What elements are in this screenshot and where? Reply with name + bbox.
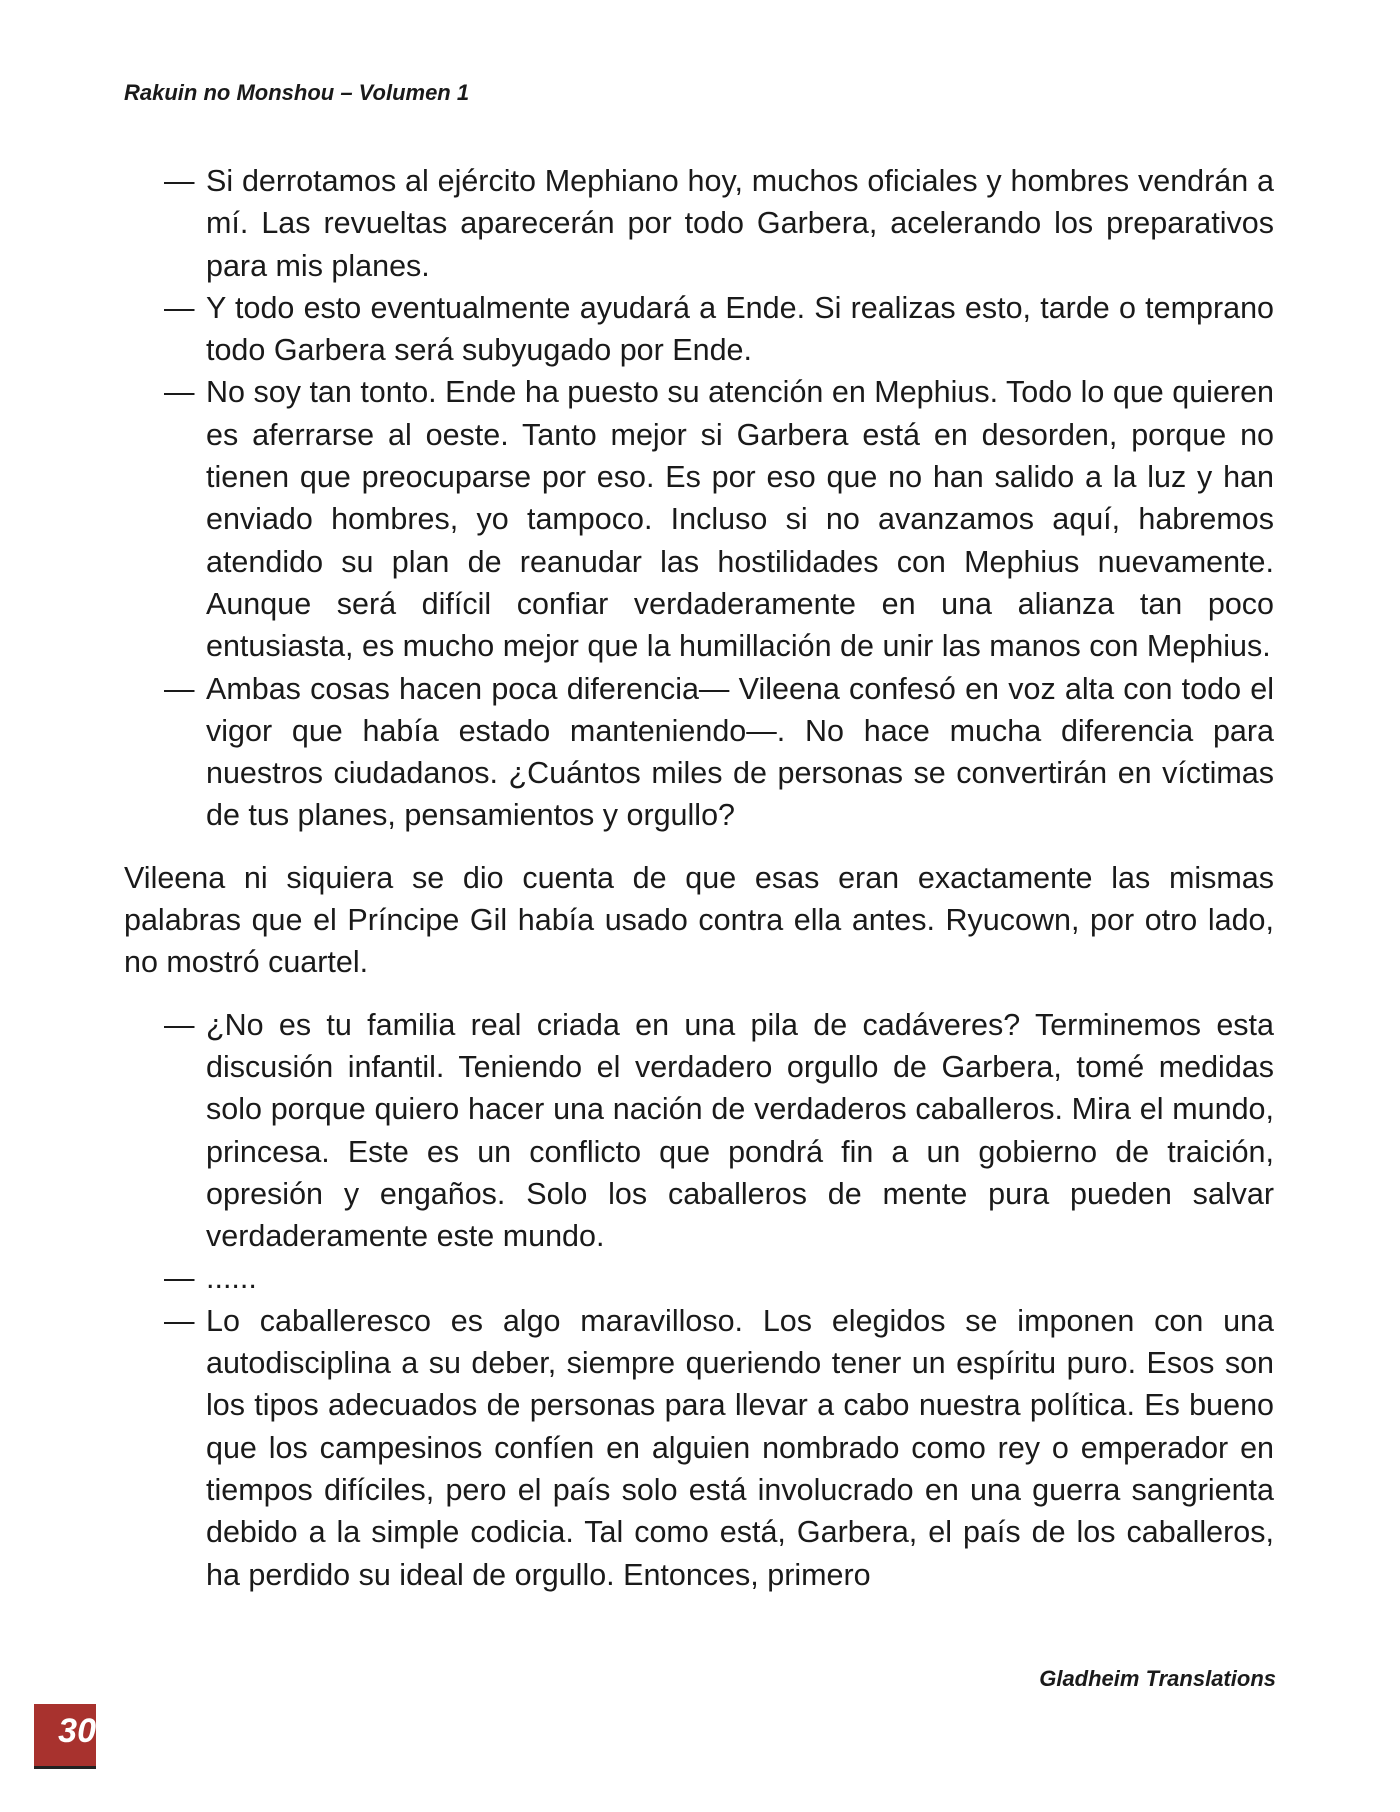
dialogue-dash: — [164, 671, 195, 706]
narration-paragraph: Vileena ni siquiera se dio cuenta de que esas eran exactamente las mismas palabras que el Príncipe Gil había usado contra ella antes. Ryucown, por otro lado, no mostró cuartel. [124, 860, 1274, 980]
paragraph-text: Lo caballeresco es algo maravilloso. Los elegidos se imponen con una autodisciplina a su deber, siempre queriendo tener un espíritu puro. Esos son los tipos adecuados de personas para llevar a cabo nuestra política. Es bueno que los campesinos confíen en alguien nombrado como rey o emperador en tiempos difíciles, pero el país solo está involucrado en una guerra sangrienta debido a la simple codicia. Tal como está, Garbera, el país de los caballeros, ha perdido su ideal de orgullo. Entonces, primero [206, 1303, 1274, 1592]
footer-credit: Gladheim Translations [1039, 1666, 1276, 1691]
paragraph-text: Y todo esto eventualmente ayudará a Ende. Si realizas esto, tarde o temprano todo Garbera será subyugado por Ende. [206, 290, 1274, 368]
dialogue-paragraph [124, 287, 1274, 372]
paragraph-text: ...... [206, 1261, 257, 1296]
dialogue-dash: — [164, 164, 195, 198]
dialogue-dash: — [164, 290, 195, 325]
paragraph-text: Si derrotamos al ejército Mephiano hoy, muchos oficiales y hombres vendrán a mí. Las revueltas aparecerán por todo Garbera, acelerando los preparativos para mis planes. [206, 164, 1274, 283]
dialogue-paragraph [124, 1257, 1274, 1299]
page-number-underline [34, 1766, 96, 1769]
dialogue-dash: — [164, 1303, 195, 1338]
dialogue-paragraph [124, 1004, 1274, 1258]
paragraph-text: No soy tan tonto. Ende ha puesto su atención en Mephius. Todo lo que quieren es aferrarse al oeste. Tanto mejor si Garbera está en desorden, porque no tienen que preocuparse por eso. Es por eso que no han salido a la luz y han enviado hombres, yo tampoco. Incluso si no avanzamos aquí, habremos atendido su plan de reanudar las hostilidades con Mephius nuevamente. Aunque será difícil confiar verdaderamente en una alianza tan poco entusiasta, es mucho mejor que la humillación de unir las manos con Mephius. [206, 375, 1274, 664]
dialogue-paragraph [124, 371, 1274, 667]
paragraph-text: ¿No es tu familia real criada en una pila de cadáveres? Terminemos esta discusión infantil. Teniendo el verdadero orgullo de Garbera, tomé medidas solo porque quiero hacer una nación de verdaderos caballeros. Mira el mundo, princesa. Este es un conflicto que pondrá fin a un gobierno de traición, opresión y engaños. Solo los caballeros de mente pura pueden salvar verdaderamente este mundo. [206, 1007, 1274, 1254]
dialogue-paragraph [124, 1300, 1274, 1596]
running-header: Rakuin no Monshou – Volumen 1 [124, 80, 470, 105]
dialogue-dash: — [164, 1261, 195, 1296]
dialogue-dash: — [164, 1007, 195, 1042]
dialogue-paragraph [124, 668, 1274, 837]
paragraph-text: Ambas cosas hacen poca diferencia— Vileena confesó en voz alta con todo el vigor que había estado manteniendo—. No hace mucha diferencia para nuestros ciudadanos. ¿Cuántos miles de personas se convertirán en víctimas de tus planes, pensamientos y orgullo? [206, 671, 1274, 833]
page-number: 30 [58, 1712, 96, 1750]
dialogue-dash: — [164, 375, 195, 410]
page-body [124, 160, 1274, 1596]
dialogue-paragraph [124, 160, 1274, 287]
